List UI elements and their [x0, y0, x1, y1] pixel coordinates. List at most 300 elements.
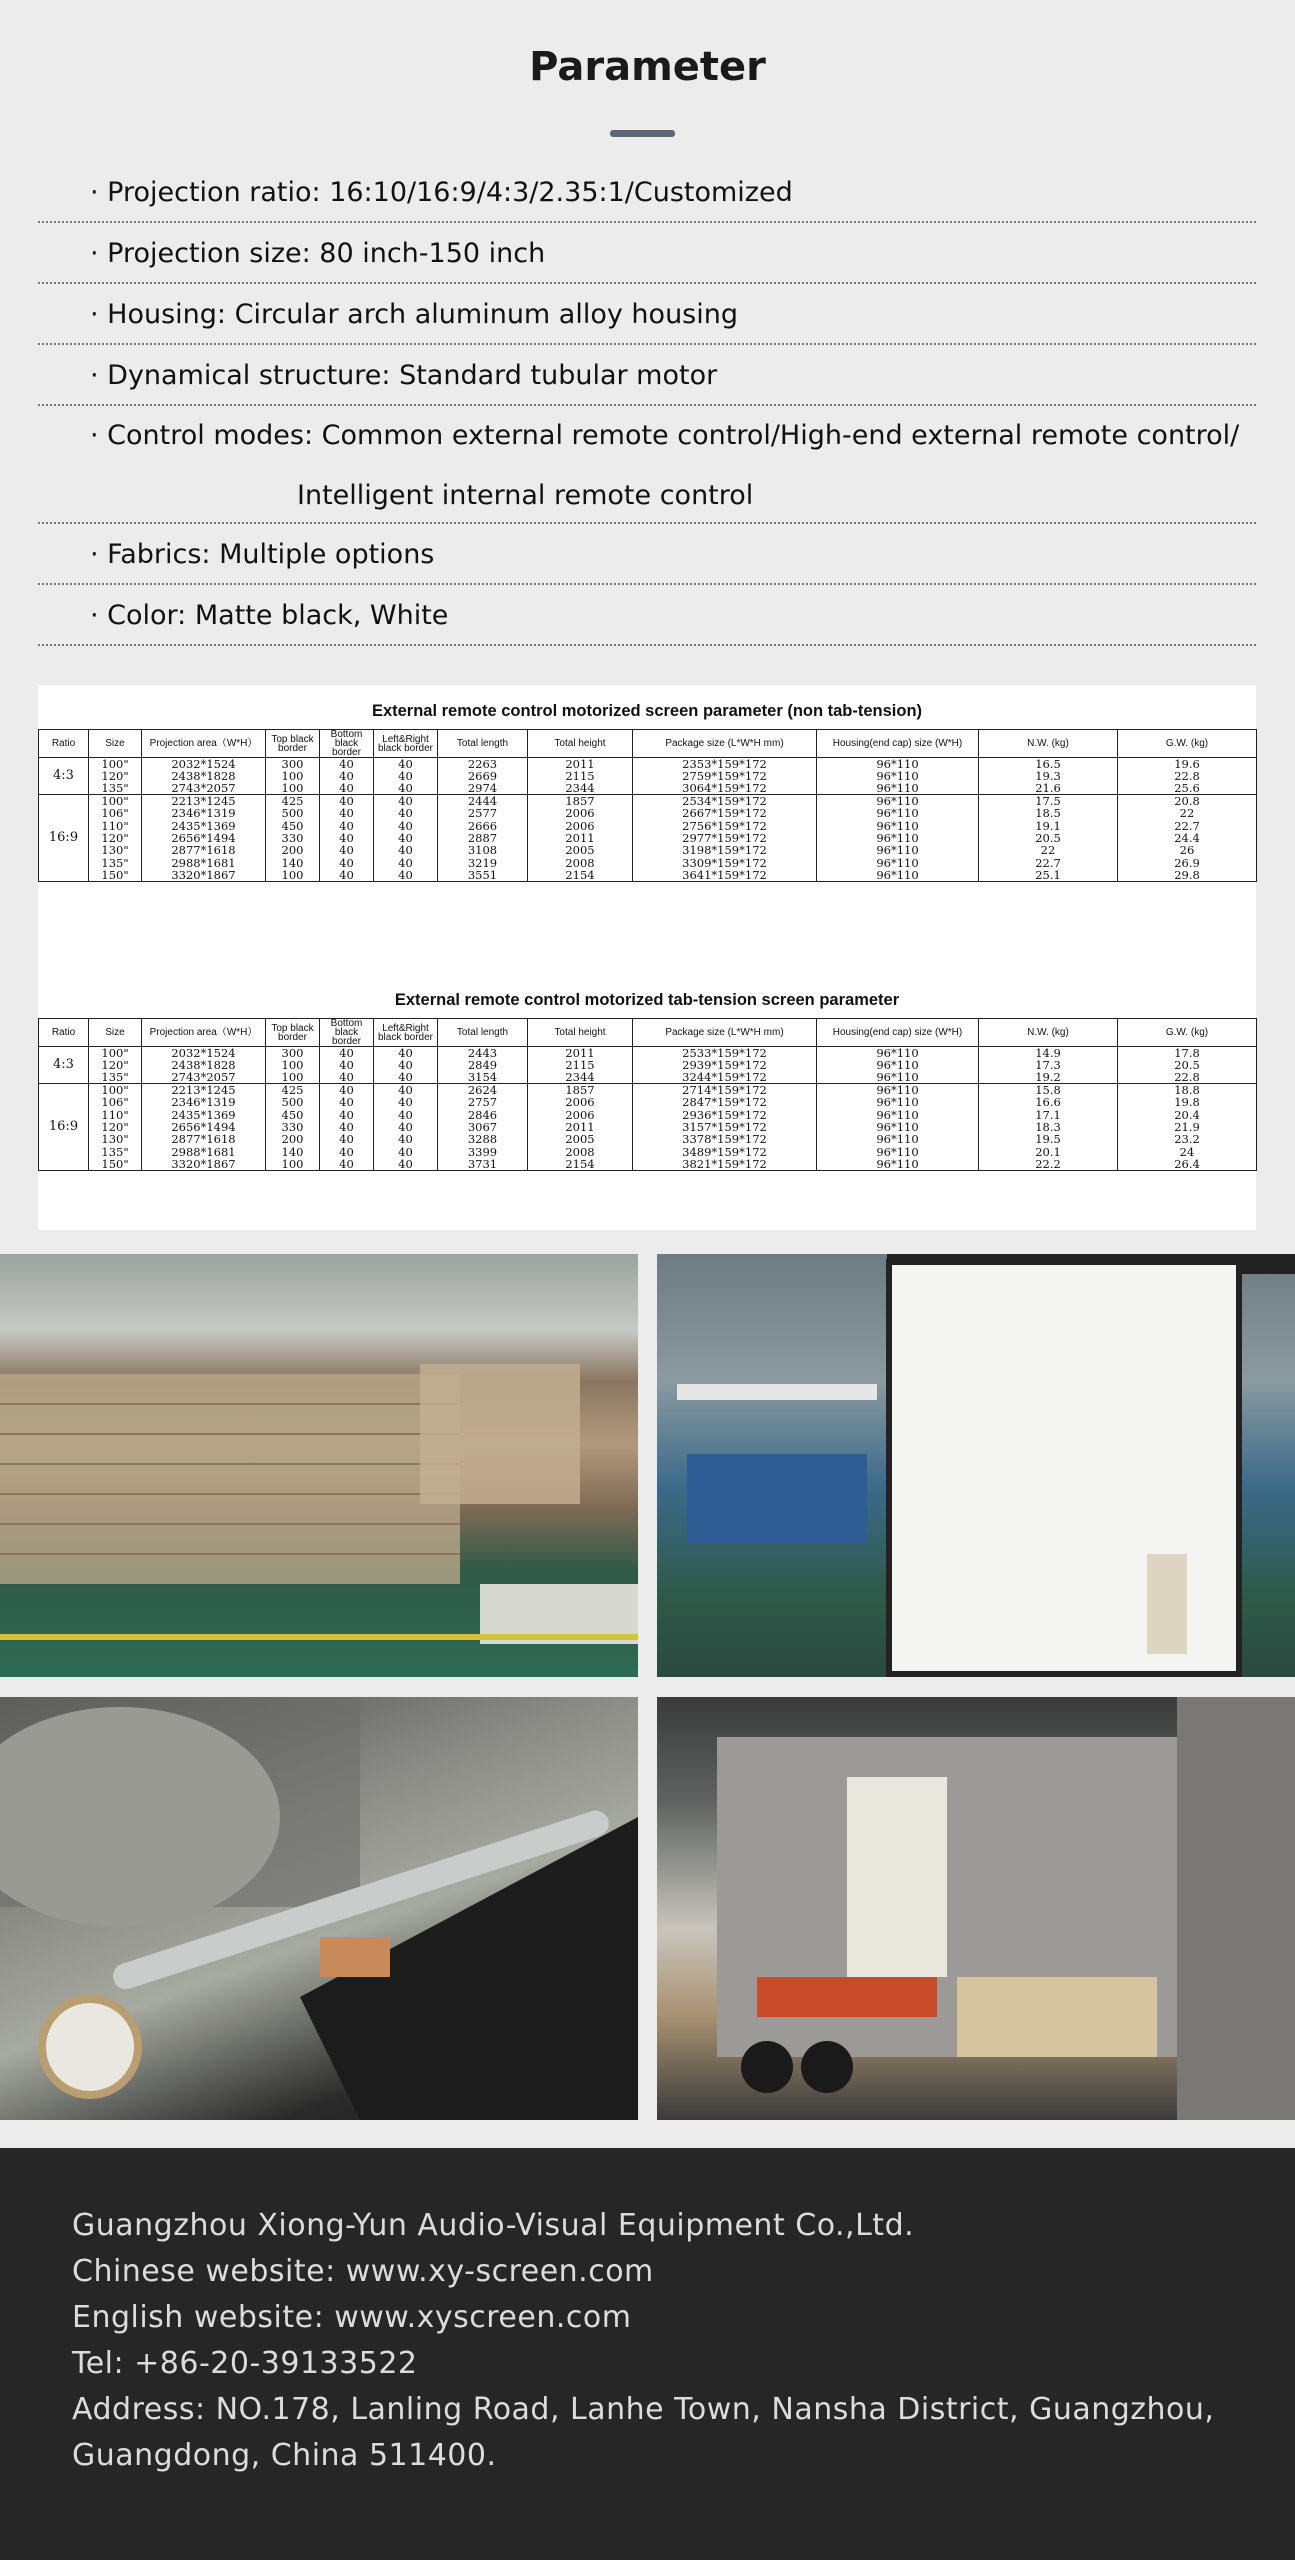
- table-cell: 106": [89, 1096, 142, 1108]
- table-cell: 96*110: [817, 869, 979, 882]
- table-cell: 140: [266, 856, 320, 868]
- table-cell: 40: [374, 1109, 438, 1121]
- table-cell: 2988*1681: [142, 1145, 266, 1157]
- worker-assembling-screen-photo: [0, 1697, 638, 2120]
- table-cell: 96*110: [817, 807, 979, 819]
- table-row: [39, 758, 1257, 771]
- table-cell: 2344: [528, 782, 633, 795]
- table-cell: 40: [320, 1071, 374, 1084]
- table-cell: 40: [320, 807, 374, 819]
- non-tab-tension-spec-table: [38, 729, 1257, 882]
- table-cell: 2115: [528, 770, 633, 782]
- table-cell: 96*110: [817, 782, 979, 795]
- table-cell: 40: [374, 1096, 438, 1108]
- table-cell: 2346*1319: [142, 1096, 266, 1108]
- table-row: [39, 795, 1257, 808]
- parameter-text: · Fabrics: Multiple options: [90, 539, 435, 570]
- table-cell: 2011: [528, 1121, 633, 1133]
- parameter-item: [38, 524, 1256, 585]
- table-cell: 24: [1118, 1145, 1257, 1157]
- company-contact-info: [72, 2203, 1252, 2479]
- table-cell: 2533*159*172: [633, 1047, 817, 1060]
- table-cell: 2154: [528, 869, 633, 882]
- column-header: Total height: [528, 1019, 633, 1047]
- table-cell: 2344: [528, 1071, 633, 1084]
- table-cell: 2759*159*172: [633, 770, 817, 782]
- table-cell: 3320*1867: [142, 1158, 266, 1171]
- parameter-item: [38, 162, 1256, 223]
- ratio-cell: 4:3: [39, 758, 89, 795]
- table-cell: 40: [320, 1059, 374, 1071]
- table-cell: 19.8: [1118, 1096, 1257, 1108]
- table-cell: 40: [374, 1121, 438, 1133]
- table-cell: 100: [266, 1059, 320, 1071]
- table-cell: 96*110: [817, 1047, 979, 1060]
- table-cell: 2115: [528, 1059, 633, 1071]
- table-cell: 2263: [438, 758, 528, 771]
- parameter-item: [38, 223, 1256, 284]
- table-row: [39, 844, 1257, 856]
- table-cell: 3288: [438, 1133, 528, 1145]
- page-title: Parameter: [529, 44, 766, 90]
- table-cell: 19.2: [979, 1071, 1118, 1084]
- table-cell: 40: [320, 1121, 374, 1133]
- table-cell: 2008: [528, 856, 633, 868]
- table-cell: 40: [320, 869, 374, 882]
- table-cell: 21.6: [979, 782, 1118, 795]
- table-cell: 40: [374, 844, 438, 856]
- table-cell: 40: [320, 770, 374, 782]
- table-cell: 17.1: [979, 1109, 1118, 1121]
- table-cell: 2939*159*172: [633, 1059, 817, 1071]
- warehouse-illustration: [0, 1254, 638, 1677]
- table-cell: 135": [89, 1071, 142, 1084]
- table-cell: 3399: [438, 1145, 528, 1157]
- table-cell: 2435*1369: [142, 820, 266, 832]
- table-cell: 3198*159*172: [633, 844, 817, 856]
- table-cell: 40: [320, 832, 374, 844]
- table-cell: 2936*159*172: [633, 1109, 817, 1121]
- table-cell: 19.3: [979, 770, 1118, 782]
- table-cell: 26.4: [1118, 1158, 1257, 1171]
- table-cell: 100": [89, 758, 142, 771]
- table-cell: 17.8: [1118, 1047, 1257, 1060]
- table-cell: 96*110: [817, 795, 979, 808]
- table-cell: 300: [266, 758, 320, 771]
- table-cell: 3320*1867: [142, 869, 266, 882]
- table-cell: 19.6: [1118, 758, 1257, 771]
- table-cell: 135": [89, 856, 142, 868]
- table-cell: 40: [374, 1133, 438, 1145]
- parameter-text: · Color: Matte black, White: [90, 600, 449, 631]
- table-cell: 96*110: [817, 1133, 979, 1145]
- table-cell: 20.4: [1118, 1109, 1257, 1121]
- table-cell: 40: [374, 782, 438, 795]
- table-cell: 40: [374, 807, 438, 819]
- table-cell: 450: [266, 820, 320, 832]
- projection-screen-illustration: [657, 1254, 1295, 1677]
- column-header: Total length: [438, 1019, 528, 1047]
- table-cell: 110": [89, 1109, 142, 1121]
- tab-tension-spec-table: [38, 1018, 1257, 1171]
- column-header: Size: [89, 730, 142, 758]
- table-cell: 40: [374, 795, 438, 808]
- table-cell: 2669: [438, 770, 528, 782]
- projection-screen-demo-photo: [657, 1254, 1295, 1677]
- table-cell: 2011: [528, 758, 633, 771]
- table-cell: 96*110: [817, 758, 979, 771]
- table-cell: 3064*159*172: [633, 782, 817, 795]
- table-cell: 2714*159*172: [633, 1084, 817, 1097]
- parameter-text: · Control modes: Common external remote control/High-end external remote control/: [90, 420, 1240, 451]
- table-cell: 2438*1828: [142, 770, 266, 782]
- table-cell: 25.6: [1118, 782, 1257, 795]
- table-cell: 150": [89, 1158, 142, 1171]
- ratio-cell: 16:9: [39, 1084, 89, 1170]
- column-header: Size: [89, 1019, 142, 1047]
- table-cell: 425: [266, 795, 320, 808]
- table-cell: 40: [374, 1059, 438, 1071]
- table-cell: 425: [266, 1084, 320, 1097]
- table-caption: External remote control motorized tab-tension screen parameter: [394, 991, 900, 1009]
- table-cell: 200: [266, 1133, 320, 1145]
- table-cell: 20.1: [979, 1145, 1118, 1157]
- table-cell: 2624: [438, 1084, 528, 1097]
- table-cell: 2011: [528, 832, 633, 844]
- column-header: N.W. (kg): [979, 1019, 1118, 1047]
- table-cell: 20.5: [1118, 1059, 1257, 1071]
- table-cell: 40: [374, 1158, 438, 1171]
- table-cell: 2154: [528, 1158, 633, 1171]
- table-cell: 40: [374, 820, 438, 832]
- company-footer: [0, 2148, 1295, 2560]
- table-cell: 140: [266, 1145, 320, 1157]
- column-header: Projection area（W*H）: [142, 730, 266, 758]
- table-cell: 96*110: [817, 1059, 979, 1071]
- table-row: [39, 1071, 1257, 1084]
- table-cell: 96*110: [817, 1109, 979, 1121]
- table-cell: 40: [374, 832, 438, 844]
- table-cell: 3108: [438, 844, 528, 856]
- table-cell: 15.8: [979, 1084, 1118, 1097]
- table-cell: 29.8: [1118, 869, 1257, 882]
- table-cell: 22.8: [1118, 770, 1257, 782]
- table-cell: 2847*159*172: [633, 1096, 817, 1108]
- table-cell: 330: [266, 1121, 320, 1133]
- table-cell: 2974: [438, 782, 528, 795]
- column-header: G.W. (kg): [1118, 730, 1257, 758]
- table-cell: 22.7: [979, 856, 1118, 868]
- table-cell: 96*110: [817, 1121, 979, 1133]
- table-cell: 2743*2057: [142, 1071, 266, 1084]
- table-cell: 26: [1118, 844, 1257, 856]
- table-cell: 40: [320, 795, 374, 808]
- column-header: Total length: [438, 730, 528, 758]
- table-row: [39, 1047, 1257, 1060]
- column-header: N.W. (kg): [979, 730, 1118, 758]
- ratio-cell: 16:9: [39, 795, 89, 881]
- table-cell: 40: [320, 1096, 374, 1108]
- table-cell: 110": [89, 820, 142, 832]
- table-cell: 19.5: [979, 1133, 1118, 1145]
- column-header: Package size (L*W*H mm): [633, 1019, 817, 1047]
- table-cell: 25.1: [979, 869, 1118, 882]
- column-header: Bottom black border: [320, 730, 374, 758]
- table-cell: 100: [266, 869, 320, 882]
- table-cell: 40: [320, 758, 374, 771]
- table-cell: 2006: [528, 807, 633, 819]
- ratio-cell: 4:3: [39, 1047, 89, 1084]
- table-row: [39, 856, 1257, 868]
- table-cell: 1857: [528, 795, 633, 808]
- table-cell: 18.3: [979, 1121, 1118, 1133]
- table-cell: 40: [320, 782, 374, 795]
- table-cell: 2006: [528, 820, 633, 832]
- table-cell: 2006: [528, 1096, 633, 1108]
- table-cell: 2435*1369: [142, 1109, 266, 1121]
- table-cell: 96*110: [817, 1158, 979, 1171]
- column-header: Top black border: [266, 730, 320, 758]
- table-cell: 96*110: [817, 770, 979, 782]
- table-row: [39, 1109, 1257, 1121]
- table-cell: 2988*1681: [142, 856, 266, 868]
- table-cell: 120": [89, 1121, 142, 1133]
- table-cell: 2444: [438, 795, 528, 808]
- table-cell: 3378*159*172: [633, 1133, 817, 1145]
- table-cell: 3821*159*172: [633, 1158, 817, 1171]
- table-cell: 3154: [438, 1071, 528, 1084]
- table-cell: 40: [374, 1084, 438, 1097]
- table-cell: 40: [320, 1047, 374, 1060]
- table-cell: 120": [89, 770, 142, 782]
- table-caption: External remote control motorized screen parameter (non tab-tension): [371, 702, 923, 720]
- table-cell: 96*110: [817, 820, 979, 832]
- table-cell: 21.9: [1118, 1121, 1257, 1133]
- table-cell: 2346*1319: [142, 807, 266, 819]
- table-cell: 150": [89, 869, 142, 882]
- table-row: [39, 820, 1257, 832]
- table-cell: 23.2: [1118, 1133, 1257, 1145]
- table-cell: 2577: [438, 807, 528, 819]
- table-cell: 3641*159*172: [633, 869, 817, 882]
- table-row: [39, 782, 1257, 795]
- table-cell: 3551: [438, 869, 528, 882]
- tab-tension-table-panel: [38, 945, 1256, 1230]
- table-cell: 100: [266, 782, 320, 795]
- table-cell: 3157*159*172: [633, 1121, 817, 1133]
- column-header: Housing(end cap) size (W*H): [817, 730, 979, 758]
- non-tab-tension-table-panel: [38, 685, 1256, 945]
- column-header: Projection area（W*H）: [142, 1019, 266, 1047]
- table-cell: 40: [320, 1084, 374, 1097]
- table-cell: 120": [89, 832, 142, 844]
- table-cell: 2667*159*172: [633, 807, 817, 819]
- parameter-text: · Projection ratio: 16:10/16:9/4:3/2.35:1/Customized: [90, 177, 793, 208]
- parameter-item: [38, 345, 1256, 406]
- table-cell: 2743*2057: [142, 782, 266, 795]
- table-cell: 22.2: [979, 1158, 1118, 1171]
- table-cell: 40: [320, 844, 374, 856]
- table-cell: 1857: [528, 1084, 633, 1097]
- table-row: [39, 869, 1257, 882]
- table-cell: 17.5: [979, 795, 1118, 808]
- table-cell: 18.5: [979, 807, 1118, 819]
- table-row: [39, 1084, 1257, 1097]
- table-cell: 120": [89, 1059, 142, 1071]
- table-cell: 2846: [438, 1109, 528, 1121]
- table-cell: 40: [320, 1133, 374, 1145]
- column-header: Ratio: [39, 730, 89, 758]
- table-cell: 330: [266, 832, 320, 844]
- table-cell: 40: [374, 856, 438, 868]
- parameter-item: [38, 284, 1256, 345]
- table-cell: 40: [374, 1047, 438, 1060]
- table-cell: 16.6: [979, 1096, 1118, 1108]
- table-cell: 2011: [528, 1047, 633, 1060]
- table-cell: 300: [266, 1047, 320, 1060]
- table-cell: 100": [89, 1084, 142, 1097]
- table-cell: 96*110: [817, 1096, 979, 1108]
- table-row: [39, 1121, 1257, 1133]
- table-row: [39, 1096, 1257, 1108]
- table-cell: 20.8: [1118, 795, 1257, 808]
- table-cell: 2656*1494: [142, 832, 266, 844]
- table-cell: 500: [266, 807, 320, 819]
- table-cell: 40: [320, 1145, 374, 1157]
- parameter-text: · Housing: Circular arch aluminum alloy housing: [90, 299, 738, 330]
- table-cell: 2008: [528, 1145, 633, 1157]
- table-cell: 2756*159*172: [633, 820, 817, 832]
- table-cell: 2213*1245: [142, 795, 266, 808]
- column-header: Package size (L*W*H mm): [633, 730, 817, 758]
- footer-line: Guangzhou Xiong-Yun Audio-Visual Equipment Co.,Ltd.: [72, 2208, 915, 2243]
- table-cell: 100": [89, 1047, 142, 1060]
- table-cell: 40: [320, 856, 374, 868]
- column-header: Left&Right black border: [374, 730, 438, 758]
- table-cell: 500: [266, 1096, 320, 1108]
- table-cell: 200: [266, 844, 320, 856]
- table-cell: 100": [89, 795, 142, 808]
- table-cell: 20.5: [979, 832, 1118, 844]
- table-cell: 17.3: [979, 1059, 1118, 1071]
- table-cell: 2877*1618: [142, 1133, 266, 1145]
- parameter-item: [38, 585, 1256, 646]
- column-header: Bottom black border: [320, 1019, 374, 1047]
- table-cell: 40: [320, 1158, 374, 1171]
- table-cell: 40: [374, 770, 438, 782]
- table-cell: 22: [979, 844, 1118, 856]
- table-cell: 16.5: [979, 758, 1118, 771]
- table-header-row: [39, 730, 1257, 758]
- table-cell: 2005: [528, 844, 633, 856]
- container-loading-illustration: [657, 1697, 1295, 2120]
- parameter-text: Intelligent internal remote control: [297, 480, 754, 511]
- table-cell: 450: [266, 1109, 320, 1121]
- footer-line: Address: NO.178, Lanling Road, Lanhe Town, Nansha District, Guangzhou,: [72, 2392, 1215, 2427]
- table-cell: 40: [320, 820, 374, 832]
- table-row: [39, 832, 1257, 844]
- column-header: Ratio: [39, 1019, 89, 1047]
- table-cell: 3489*159*172: [633, 1145, 817, 1157]
- column-header: Total height: [528, 730, 633, 758]
- table-cell: 2438*1828: [142, 1059, 266, 1071]
- table-cell: 26.9: [1118, 856, 1257, 868]
- table-cell: 2353*159*172: [633, 758, 817, 771]
- table-cell: 2656*1494: [142, 1121, 266, 1133]
- table-cell: 106": [89, 807, 142, 819]
- table-cell: 40: [374, 869, 438, 882]
- assembly-illustration: [0, 1697, 638, 2120]
- column-header: Housing(end cap) size (W*H): [817, 1019, 979, 1047]
- table-cell: 3731: [438, 1158, 528, 1171]
- table-cell: 96*110: [817, 1071, 979, 1084]
- table-cell: 96*110: [817, 1084, 979, 1097]
- column-header: G.W. (kg): [1118, 1019, 1257, 1047]
- footer-line: Chinese website: www.xy-screen.com: [72, 2254, 654, 2289]
- table-cell: 100: [266, 1071, 320, 1084]
- table-cell: 2977*159*172: [633, 832, 817, 844]
- table-cell: 100: [266, 1158, 320, 1171]
- table-cell: 100: [266, 770, 320, 782]
- table-cell: 96*110: [817, 856, 979, 868]
- table-cell: 19.1: [979, 820, 1118, 832]
- table-row: [39, 1133, 1257, 1145]
- table-cell: 40: [320, 1109, 374, 1121]
- table-cell: 3309*159*172: [633, 856, 817, 868]
- table-cell: 2534*159*172: [633, 795, 817, 808]
- table-cell: 2666: [438, 820, 528, 832]
- parameter-text: · Projection size: 80 inch-150 inch: [90, 238, 546, 269]
- table-cell: 18.8: [1118, 1084, 1257, 1097]
- parameter-item: [38, 406, 1256, 524]
- table-cell: 3244*159*172: [633, 1071, 817, 1084]
- table-cell: 40: [374, 1071, 438, 1084]
- table-cell: 2005: [528, 1133, 633, 1145]
- table-row: [39, 1158, 1257, 1171]
- footer-line: Guangdong, China 511400.: [72, 2438, 497, 2473]
- container-loading-photo: [657, 1697, 1295, 2120]
- table-cell: 2443: [438, 1047, 528, 1060]
- table-cell: 3219: [438, 856, 528, 868]
- footer-line: Tel: +86-20-39133522: [72, 2346, 418, 2381]
- table-cell: 2757: [438, 1096, 528, 1108]
- table-cell: 96*110: [817, 844, 979, 856]
- table-cell: 22.8: [1118, 1071, 1257, 1084]
- table-cell: 3067: [438, 1121, 528, 1133]
- table-cell: 22: [1118, 807, 1257, 819]
- table-cell: 14.9: [979, 1047, 1118, 1060]
- table-header-row: [39, 1019, 1257, 1047]
- table-cell: 2032*1524: [142, 1047, 266, 1060]
- table-cell: 40: [374, 758, 438, 771]
- table-cell: 135": [89, 782, 142, 795]
- parameter-text: · Dynamical structure: Standard tubular motor: [90, 360, 718, 391]
- table-cell: 130": [89, 844, 142, 856]
- table-cell: 40: [374, 1145, 438, 1157]
- table-cell: 2006: [528, 1109, 633, 1121]
- table-cell: 96*110: [817, 1145, 979, 1157]
- footer-line: English website: www.xyscreen.com: [72, 2300, 632, 2335]
- warehouse-stacked-boxes-photo: [0, 1254, 638, 1677]
- table-cell: 2849: [438, 1059, 528, 1071]
- title-underline: [610, 130, 675, 137]
- column-header: Top black border: [266, 1019, 320, 1047]
- table-cell: 135": [89, 1145, 142, 1157]
- table-cell: 2877*1618: [142, 844, 266, 856]
- table-cell: 22.7: [1118, 820, 1257, 832]
- table-row: [39, 1145, 1257, 1157]
- column-header: Left&Right black border: [374, 1019, 438, 1047]
